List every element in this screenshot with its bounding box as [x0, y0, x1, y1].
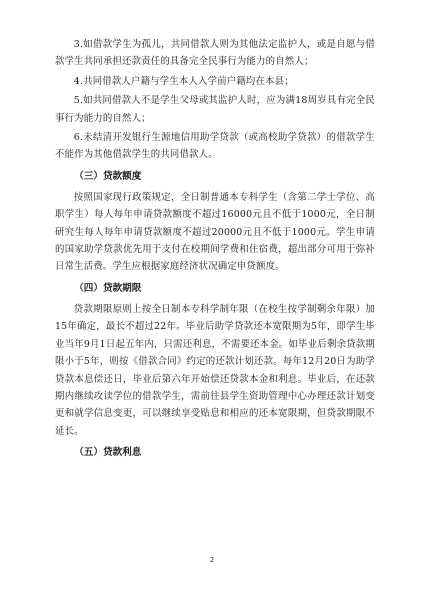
page-number: 2: [209, 556, 215, 564]
section-heading-loan-term: （四）贷款期限: [74, 282, 142, 294]
paragraph-item-3: 3.如借款学生为孤儿，共同借款人则为其他法定监护人，或是自愿与借款学生共同承担还款责任的具备完全民事行为能力的自然人；: [55, 39, 375, 68]
section-body-loan-amount: 按照国家现行政策规定，全日制普通本专科学生（含第二学士学位、高职学生）每人每年申请贷款额度不超过16000元且不低于1000元，全日制研究生每人每年申请贷款额度不超过20000元且不低于1000元。学生申请的国家助学贷款优先用于支付在校期间学费和住宿费，超出部分可用于弥补日常生活费。学生应根据家庭经济状况确定申贷额度。: [55, 191, 375, 273]
paragraph-item-4: 4.共同借款人户籍与学生本人入学前户籍均在本县；: [73, 75, 294, 87]
section-body-loan-term: 贷款期限原则上按全日制本专科学制年限（在校生按学制剩余年限）加15年确定，最长不超过22年。毕业后助学贷款还本宽限期为5年，即学生毕业当年9月1日起五年内，只需还利息，不需要还本金。如毕业后剩余贷款期限小于5年，则按《借款合同》约定的还款计划还款。每年12月20日为助学贷款本息偿还日，毕业后第六年开始偿还贷款本金和利息。毕业后，在还款期内继续攻读学位的借款学生，需前往县学生资助管理中心办理还款计划变更和就学信息变更，可以继续享受贴息和相应的还本宽限期，但贷款期限不延长。: [55, 303, 375, 437]
paragraph-item-6: 6.未结清开发银行生源地信用助学贷款（或高校助学贷款）的借款学生不能作为其他借款学生的共同借款人。: [55, 132, 375, 161]
section-heading-loan-interest: （五）贷款利息: [74, 447, 142, 459]
document-body: [55, 36, 375, 465]
paragraph-item-5: 5.如共同借款人不是学生父母或其监护人时，应为满18周岁具有完全民事行为能力的自然人；: [55, 95, 375, 124]
section-heading-loan-amount: （三）贷款额度: [74, 170, 142, 182]
